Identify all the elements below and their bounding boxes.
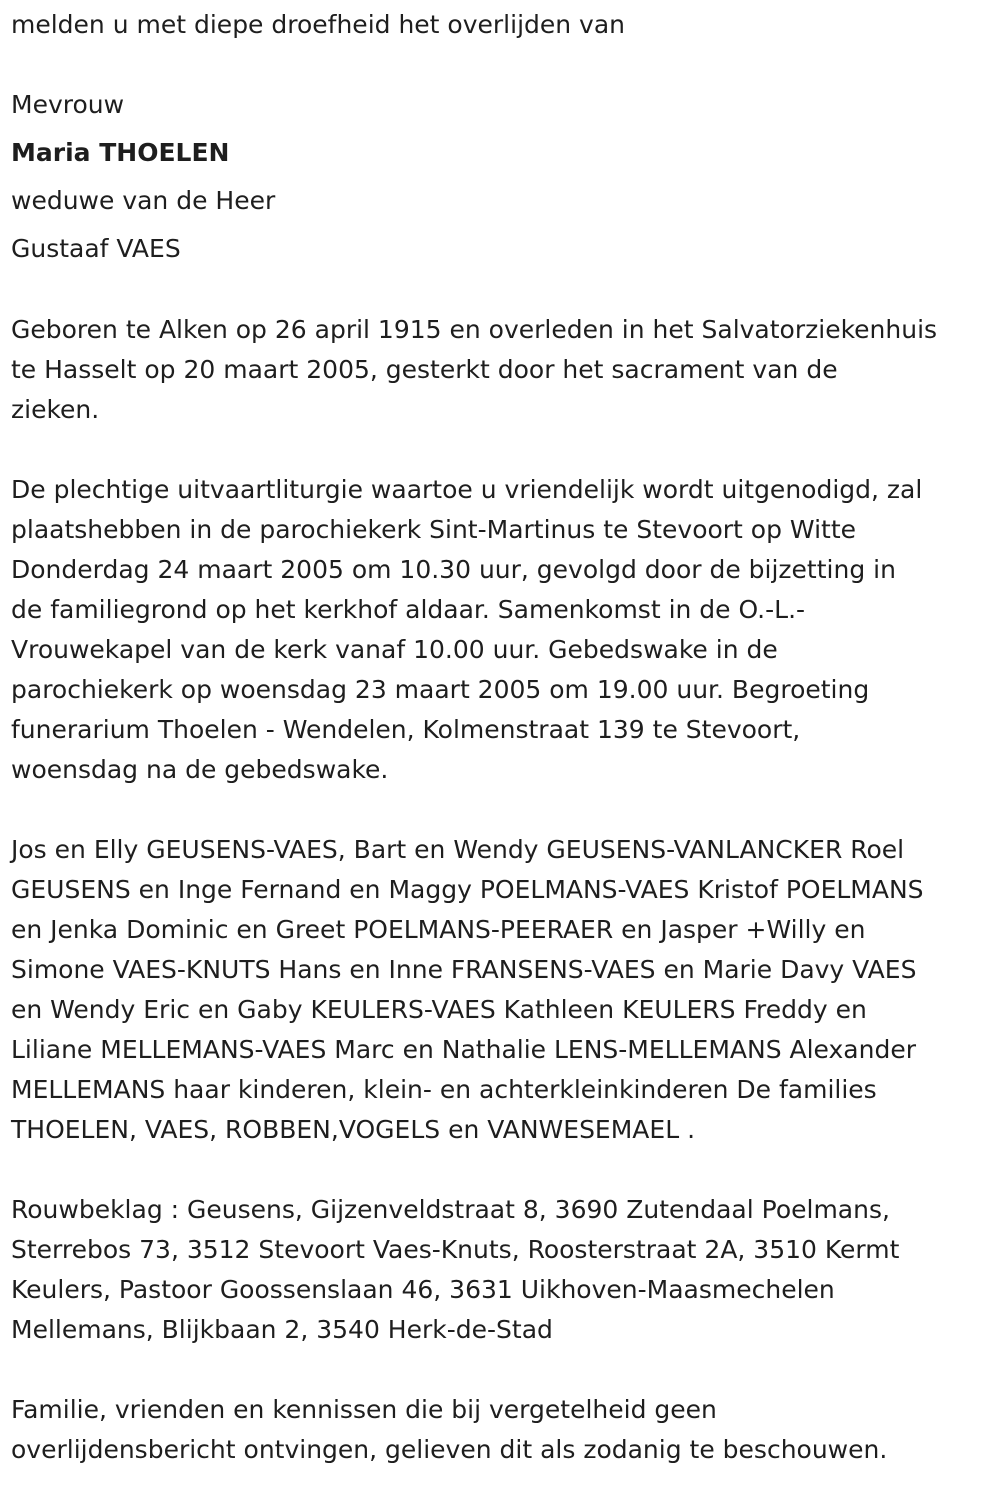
text-line: parochiekerk op woensdag 23 maart 2005 om 19.00 uur. Begroeting [11, 675, 870, 704]
text-line: Donderdag 24 maart 2005 om 10.30 uur, gevolgd door de bijzetting in [11, 555, 896, 584]
intro-line: melden u met diepe droefheid het overlijden van [11, 10, 626, 39]
deceased-title: Mevrouw [11, 90, 125, 119]
text-line: en Wendy Eric en Gaby KEULERS-VAES Kathleen KEULERS Freddy en [11, 995, 867, 1024]
deceased-name: Maria THOELEN [11, 138, 230, 167]
closing-paragraph [11, 1390, 1000, 1470]
text-line: de familiegrond op het kerkhof aldaar. Samenkomst in de O.-L.- [11, 595, 806, 624]
deceased-relation: weduwe van de Heer [11, 186, 276, 215]
text-line: woensdag na de gebedswake. [11, 755, 389, 784]
text-line: Vrouwekapel van de kerk vanaf 10.00 uur. Gebedswake in de [11, 635, 778, 664]
text-line: GEUSENS en Inge Fernand en Maggy POELMANS-VAES Kristof POELMANS [11, 875, 924, 904]
deceased-spouse: Gustaaf VAES [11, 234, 181, 263]
text-line: Simone VAES-KNUTS Hans en Inne FRANSENS-VAES en Marie Davy VAES [11, 955, 917, 984]
text-line: Mellemans, Blijkbaan 2, 3540 Herk-de-Stad [11, 1315, 553, 1344]
condolences-paragraph [11, 1190, 1000, 1350]
family-paragraph [11, 830, 1000, 1150]
text-line: funerarium Thoelen - Wendelen, Kolmenstraat 139 te Stevoort, [11, 715, 801, 744]
text-line: Geboren te Alken op 26 april 1915 en overleden in het Salvatorziekenhuis [11, 315, 938, 344]
text-line: Liliane MELLEMANS-VAES Marc en Nathalie LENS-MELLEMANS Alexander [11, 1035, 916, 1064]
text-line: THOELEN, VAES, ROBBEN,VOGELS en VANWESEMAEL . [11, 1115, 696, 1144]
text-line: Sterrebos 73, 3512 Stevoort Vaes-Knuts, Roosterstraat 2A, 3510 Kermt [11, 1235, 900, 1264]
deceased-block [11, 81, 1000, 273]
intro-text [11, 5, 1000, 45]
text-line: zieken. [11, 395, 100, 424]
text-line: MELLEMANS haar kinderen, klein- en achterkleinkinderen De families [11, 1075, 877, 1104]
funeral-paragraph [11, 470, 1000, 790]
text-line: overlijdensbericht ontvingen, gelieven dit als zodanig te beschouwen. [11, 1435, 888, 1464]
text-line: Keulers, Pastoor Goossenslaan 46, 3631 Uikhoven-Maasmechelen [11, 1275, 835, 1304]
text-line: plaatshebben in de parochiekerk Sint-Martinus te Stevoort op Witte [11, 515, 857, 544]
text-line: Rouwbeklag : Geusens, Gijzenveldstraat 8, 3690 Zutendaal Poelmans, [11, 1195, 890, 1224]
text-line: Familie, vrienden en kennissen die bij vergetelheid geen [11, 1395, 717, 1424]
text-line: en Jenka Dominic en Greet POELMANS-PEERAER en Jasper +Willy en [11, 915, 866, 944]
birth-death-paragraph [11, 310, 1000, 430]
text-line: De plechtige uitvaartliturgie waartoe u vriendelijk wordt uitgenodigd, zal [11, 475, 923, 504]
text-line: te Hasselt op 20 maart 2005, gesterkt door het sacrament van de [11, 355, 838, 384]
text-line: Jos en Elly GEUSENS-VAES, Bart en Wendy GEUSENS-VANLANCKER Roel [11, 835, 905, 864]
